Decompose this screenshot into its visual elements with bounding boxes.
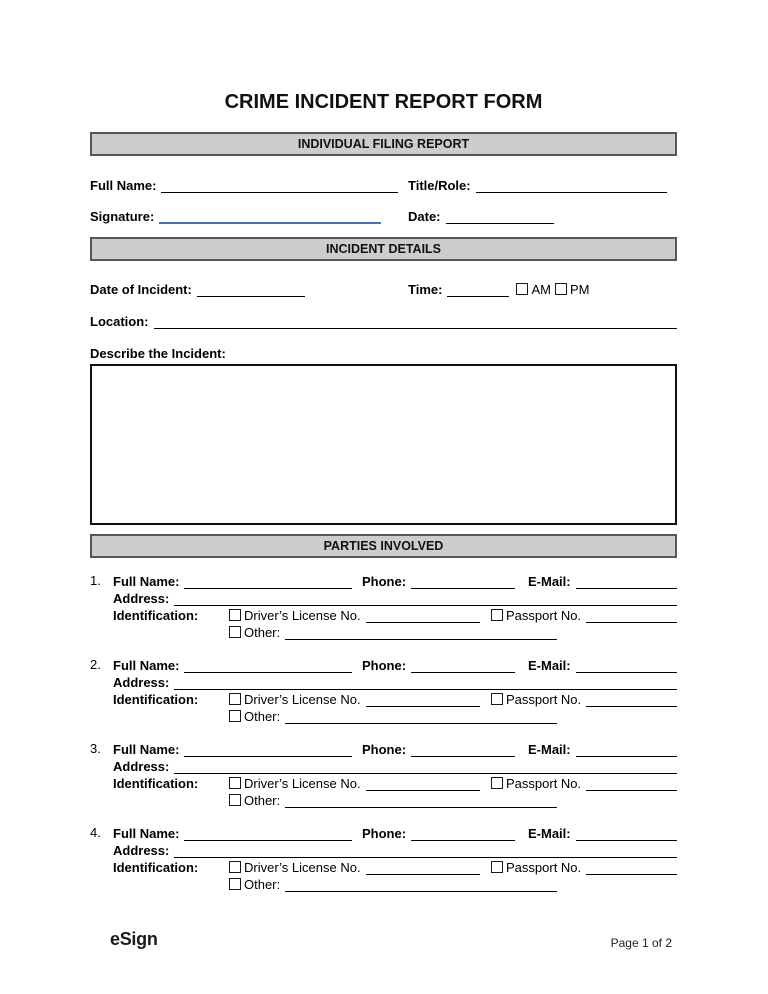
signature-line[interactable] [159,210,381,224]
passport-checkbox[interactable] [491,609,503,621]
drivers-license-line[interactable] [366,777,480,791]
title-role-label: Title/Role: [408,178,471,193]
drivers-license-checkbox[interactable] [229,861,241,873]
location-label: Location: [90,314,149,329]
drivers-license-label: Driver’s License No. [244,776,361,791]
party-full-name-line[interactable] [184,827,352,841]
incident-date-time-row [90,280,677,297]
party-full-name-label: Full Name: [113,574,180,589]
party-address-label: Address: [113,759,170,774]
passport-checkbox[interactable] [491,693,503,705]
location-line[interactable] [154,315,678,329]
passport-line[interactable] [586,861,677,875]
party-address-line[interactable] [174,760,677,774]
other-line[interactable] [285,710,557,724]
pm-checkbox[interactable] [555,283,567,295]
party-phone-label: Phone: [362,658,407,673]
date-of-incident-label: Date of Incident: [90,282,192,297]
describe-incident-row [90,344,677,361]
passport-line[interactable] [586,777,677,791]
party-email-label: E-Mail: [528,658,571,673]
incident-description-box[interactable] [90,364,677,525]
party-address-line[interactable] [174,844,677,858]
party-identification-label: Identification: [113,608,199,623]
passport-label: Passport No. [506,608,582,623]
am-checkbox[interactable] [516,283,528,295]
filing-signature-row [90,207,677,224]
other-label: Other: [244,877,281,892]
incident-location-row [90,312,677,329]
party-block-1 [90,572,677,640]
other-line[interactable] [285,878,557,892]
party-number: 3. [90,741,101,756]
party-full-name-label: Full Name: [113,658,180,673]
passport-label: Passport No. [506,776,582,791]
pm-label: PM [569,282,590,297]
section-header-parties-involved: PARTIES INVOLVED [90,534,677,558]
section-header-individual-filing: INDIVIDUAL FILING REPORT [90,132,677,156]
date-of-incident-line[interactable] [197,283,305,297]
passport-checkbox[interactable] [491,861,503,873]
esign-logo: eSign [110,929,158,949]
section-header-incident-details: INCIDENT DETAILS [90,237,677,261]
other-checkbox[interactable] [229,878,241,890]
page-footer [0,929,768,950]
party-address-line[interactable] [174,676,677,690]
party-identification-label: Identification: [113,692,199,707]
party-phone-line[interactable] [411,659,515,673]
party-block-3 [90,740,677,808]
drivers-license-checkbox[interactable] [229,609,241,621]
party-full-name-label: Full Name: [113,742,180,757]
party-address-line[interactable] [174,592,677,606]
describe-incident-label: Describe the Incident: [90,346,226,361]
drivers-license-checkbox[interactable] [229,777,241,789]
page-indicator: Page 1 of 2 [610,936,672,950]
other-checkbox[interactable] [229,626,241,638]
party-email-label: E-Mail: [528,826,571,841]
full-name-line[interactable] [161,179,398,193]
passport-checkbox[interactable] [491,777,503,789]
drivers-license-label: Driver’s License No. [244,860,361,875]
drivers-license-checkbox[interactable] [229,693,241,705]
party-email-label: E-Mail: [528,574,571,589]
party-full-name-line[interactable] [184,575,352,589]
other-label: Other: [244,625,281,640]
full-name-label: Full Name: [90,178,157,193]
other-line[interactable] [285,794,557,808]
other-label: Other: [244,709,281,724]
page-title: CRIME INCIDENT REPORT FORM [224,91,543,113]
time-label: Time: [408,282,443,297]
signature-label: Signature: [90,209,155,224]
filing-name-row [90,176,677,193]
party-phone-line[interactable] [411,575,515,589]
party-full-name-line[interactable] [184,743,352,757]
party-email-line[interactable] [576,743,677,757]
party-identification-label: Identification: [113,860,199,875]
am-label: AM [531,282,551,297]
passport-label: Passport No. [506,692,582,707]
other-checkbox[interactable] [229,710,241,722]
party-phone-line[interactable] [411,743,515,757]
passport-line[interactable] [586,693,677,707]
party-full-name-line[interactable] [184,659,352,673]
party-email-line[interactable] [576,659,677,673]
party-email-line[interactable] [576,827,677,841]
drivers-license-label: Driver’s License No. [244,608,361,623]
party-address-label: Address: [113,675,170,690]
title-role-line[interactable] [476,179,667,193]
passport-label: Passport No. [506,860,582,875]
time-line[interactable] [447,283,509,297]
party-number: 1. [90,573,101,588]
party-email-line[interactable] [576,575,677,589]
date-label: Date: [408,209,441,224]
party-address-label: Address: [113,843,170,858]
party-phone-label: Phone: [362,574,407,589]
party-email-label: E-Mail: [528,742,571,757]
party-number: 4. [90,825,101,840]
other-label: Other: [244,793,281,808]
other-checkbox[interactable] [229,794,241,806]
party-phone-label: Phone: [362,742,407,757]
party-phone-line[interactable] [411,827,515,841]
party-block-4 [90,824,677,892]
other-line[interactable] [285,626,557,640]
party-block-2 [90,656,677,724]
party-phone-label: Phone: [362,826,407,841]
passport-line[interactable] [586,609,677,623]
drivers-license-line[interactable] [366,693,480,707]
party-address-label: Address: [113,591,170,606]
party-full-name-label: Full Name: [113,826,180,841]
drivers-license-line[interactable] [366,609,480,623]
party-identification-label: Identification: [113,776,199,791]
drivers-license-label: Driver’s License No. [244,692,361,707]
party-number: 2. [90,657,101,672]
drivers-license-line[interactable] [366,861,480,875]
date-line[interactable] [446,210,554,224]
